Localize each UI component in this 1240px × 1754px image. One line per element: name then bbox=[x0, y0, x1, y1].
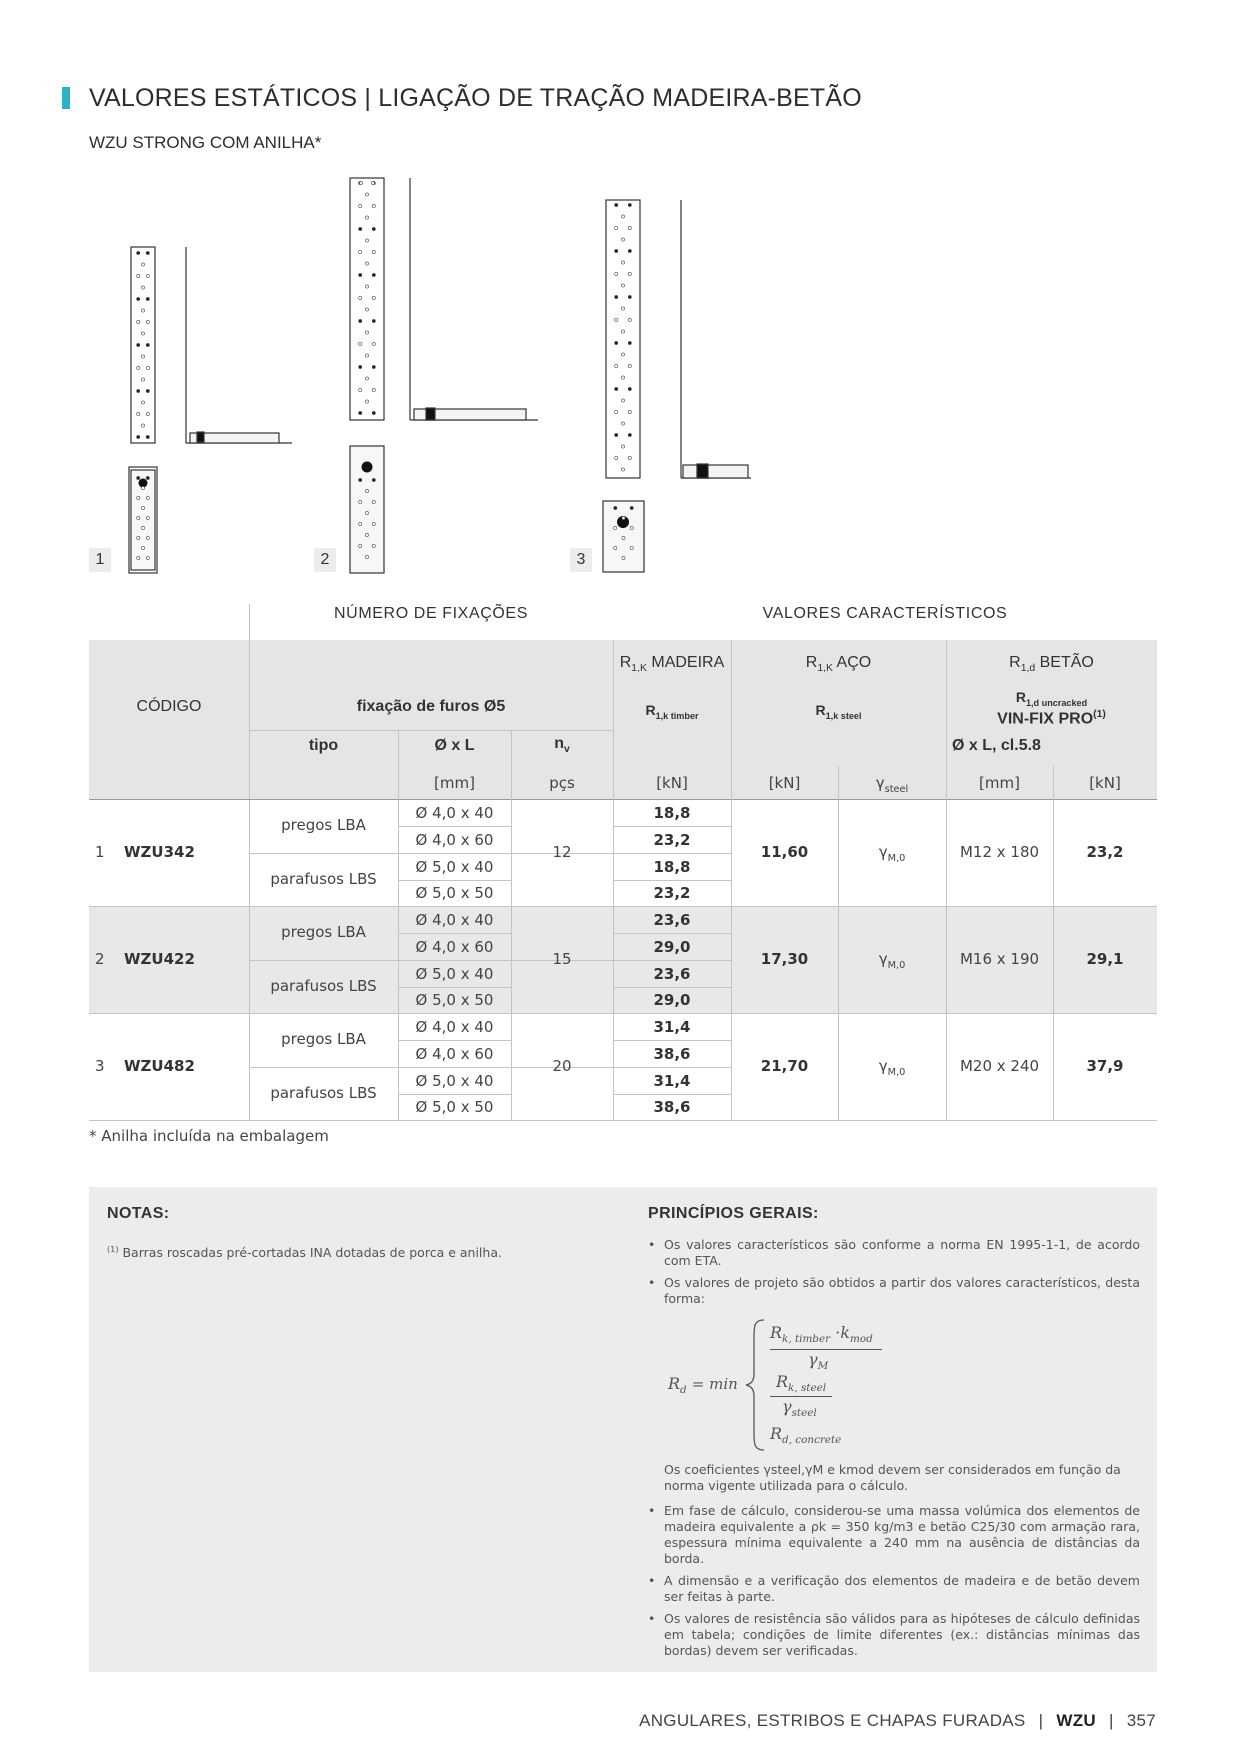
fastener-hole bbox=[365, 400, 368, 403]
row-dimension: Ø 5,0 x 50 bbox=[415, 884, 494, 903]
fastener-hole bbox=[628, 364, 631, 367]
header-type: tipo bbox=[308, 737, 339, 754]
row-dimension: Ø 4,0 x 40 bbox=[415, 1018, 494, 1036]
page-subtitle: WZU STRONG COM ANILHA* bbox=[89, 133, 322, 152]
fastener-hole bbox=[622, 536, 625, 539]
header-anchor-dim: Ø x L, cl.5.8 bbox=[952, 737, 1041, 754]
row-dimension: Ø 5,0 x 40 bbox=[415, 964, 494, 983]
fastener-hole bbox=[141, 263, 144, 266]
row-dimension: Ø 4,0 x 60 bbox=[415, 1044, 494, 1063]
fastener-hole bbox=[615, 318, 618, 321]
fastener-hole bbox=[359, 500, 362, 503]
fastener-hole bbox=[146, 297, 149, 300]
row-r-timber: 23,6 bbox=[653, 964, 691, 983]
fastener-hole bbox=[628, 272, 631, 275]
fastener-hole bbox=[615, 249, 618, 252]
row-nv: 15 bbox=[552, 949, 572, 968]
fastener-hole bbox=[621, 445, 624, 448]
fastener-hole bbox=[615, 295, 618, 298]
fastener-hole bbox=[137, 412, 140, 415]
row-r-timber: 23,2 bbox=[653, 884, 691, 903]
fastener-hole bbox=[146, 516, 149, 519]
product-drawings bbox=[0, 0, 1240, 580]
row-number: 2 bbox=[95, 949, 105, 968]
row-r-timber: 31,4 bbox=[653, 1071, 691, 1090]
fastener-hole bbox=[365, 193, 368, 196]
principles-list bbox=[648, 1237, 1140, 1313]
fastener-hole bbox=[622, 516, 625, 519]
row-number: 3 bbox=[95, 1056, 105, 1075]
fastener-hole bbox=[137, 516, 140, 519]
fastener-hole bbox=[628, 318, 631, 321]
fastener-hole bbox=[365, 262, 368, 265]
principles-list-continued bbox=[648, 1503, 1140, 1665]
notes-title: NOTAS: bbox=[107, 1205, 170, 1222]
principle-4: • A dimensão e a verificação dos elementos de madeira e de betão devem ser feitas à parte. bbox=[648, 1573, 1140, 1605]
header-dim: Ø x L bbox=[434, 737, 475, 754]
row-dimension: Ø 5,0 x 50 bbox=[415, 1098, 494, 1117]
fastener-hole bbox=[141, 546, 144, 549]
fastener-hole bbox=[630, 546, 633, 549]
fastener-hole bbox=[141, 526, 144, 529]
fastener-hole bbox=[621, 468, 624, 471]
fastener-hole bbox=[146, 343, 149, 346]
fastener-hole bbox=[628, 410, 631, 413]
row-dimension: Ø 4,0 x 40 bbox=[415, 804, 494, 822]
unit-pcs: pçs bbox=[549, 774, 575, 792]
fastener-hole bbox=[615, 410, 618, 413]
fastener-hole bbox=[628, 226, 631, 229]
unit-kn-timber: [kN] bbox=[656, 774, 688, 792]
fastener-holes bbox=[137, 181, 634, 559]
figure-label-3: 3 bbox=[570, 548, 592, 572]
fastener-hole bbox=[137, 251, 140, 254]
fastener-hole bbox=[621, 376, 624, 379]
row-r-concrete: 29,1 bbox=[1086, 949, 1124, 968]
fastener-hole bbox=[359, 478, 362, 481]
header-vinfix: VIN-FIX PRO$^{(1)}$ bbox=[997, 709, 1106, 728]
fastener-hole bbox=[365, 489, 368, 492]
fastener-hole bbox=[628, 341, 631, 344]
fastener-hole bbox=[137, 297, 140, 300]
row-dimension: Ø 5,0 x 50 bbox=[415, 991, 494, 1010]
fastener-hole bbox=[146, 251, 149, 254]
fastener-hole bbox=[621, 261, 624, 264]
fastener-hole bbox=[141, 506, 144, 509]
figure-1-drawing bbox=[129, 247, 292, 573]
fastener-hole bbox=[141, 286, 144, 289]
formula-lhs: $R_d = \min$ bbox=[668, 1374, 738, 1397]
row-r-steel: 11,60 bbox=[760, 842, 809, 861]
footer-section: ANGULARES, ESTRIBOS E CHAPAS FURADAS bbox=[639, 1711, 1026, 1730]
fastener-hole bbox=[614, 506, 617, 509]
fastener-hole bbox=[359, 319, 362, 322]
fastener-hole bbox=[146, 320, 149, 323]
fastener-hole bbox=[621, 215, 624, 218]
fastener-hole bbox=[615, 272, 618, 275]
fastener-hole bbox=[141, 486, 144, 489]
row-r-timber: 31,4 bbox=[653, 1018, 691, 1036]
fastener-hole bbox=[628, 433, 631, 436]
fastener-hole bbox=[365, 511, 368, 514]
fastener-hole bbox=[615, 364, 618, 367]
row-r-timber: 38,6 bbox=[653, 1098, 691, 1117]
fastener-hole bbox=[372, 227, 375, 230]
unit-mm-anchor: [mm] bbox=[979, 774, 1020, 792]
row-nv: 12 bbox=[552, 842, 572, 861]
fastener-hole bbox=[372, 296, 375, 299]
fastener-hole bbox=[614, 546, 617, 549]
fastener-hole bbox=[359, 544, 362, 547]
fastener-hole bbox=[615, 203, 618, 206]
fastener-hole bbox=[621, 353, 624, 356]
fastener-hole bbox=[372, 273, 375, 276]
fastener-hole bbox=[621, 422, 624, 425]
footnote-washer-included: * Anilha incluída na embalagem bbox=[89, 1127, 329, 1145]
header-code: CÓDIGO bbox=[136, 698, 202, 715]
formula-term-1-den: $\gamma_M$ bbox=[808, 1350, 829, 1373]
row-type-screws: parafusos LBS bbox=[270, 870, 377, 888]
figure-2-drawing bbox=[350, 178, 538, 573]
fastener-hole bbox=[628, 456, 631, 459]
figure-label-2: 2 bbox=[314, 548, 336, 572]
fastener-hole bbox=[137, 274, 140, 277]
fastener-hole bbox=[621, 238, 624, 241]
fastener-hole bbox=[372, 478, 375, 481]
fastener-hole bbox=[365, 555, 368, 558]
header-r-concrete-symbol: $R_{1,d uncracked}$ bbox=[1015, 689, 1088, 708]
fastener-hole bbox=[359, 522, 362, 525]
fastener-hole bbox=[137, 435, 140, 438]
fastener-hole bbox=[146, 274, 149, 277]
row-dimension: Ø 4,0 x 60 bbox=[415, 830, 494, 849]
fastener-hole bbox=[359, 227, 362, 230]
fastener-hole bbox=[146, 556, 149, 559]
fastener-hole bbox=[615, 387, 618, 390]
formula-brace bbox=[744, 1318, 768, 1452]
unit-kn-steel: [kN] bbox=[768, 774, 801, 792]
fastener-hole bbox=[371, 181, 374, 184]
fastener-hole bbox=[615, 341, 618, 344]
fastener-hole bbox=[615, 226, 618, 229]
principle-1: • Os valores característicos são conforme a norma EN 1995-1-1, de acordo com ETA. bbox=[648, 1237, 1140, 1269]
fastener-hole bbox=[372, 411, 375, 414]
row-r-concrete: 37,9 bbox=[1086, 1056, 1124, 1075]
formula-term-1-num: $R_{k, timber} \cdot k_{mod}$ bbox=[770, 1323, 873, 1346]
fastener-hole bbox=[137, 476, 140, 479]
row-r-steel: 21,70 bbox=[760, 1056, 809, 1075]
formula-term-2-den: $\gamma_{steel}$ bbox=[782, 1397, 817, 1420]
fastener-hole bbox=[622, 556, 625, 559]
row-type-nails: pregos LBA bbox=[281, 1030, 366, 1048]
fastener-hole bbox=[630, 526, 633, 529]
row-anchor: M16 x 190 bbox=[959, 949, 1040, 968]
unit-gamma-steel: $\gamma_{steel}$ bbox=[875, 774, 909, 795]
row-anchor: M20 x 240 bbox=[959, 1056, 1040, 1075]
fastener-hole bbox=[359, 204, 362, 207]
header-r-steel-symbol: $R_{1,k steel}$ bbox=[815, 702, 862, 721]
fastener-hole bbox=[137, 556, 140, 559]
fastener-hole bbox=[621, 284, 624, 287]
principle-3: • Em fase de cálculo, considerou-se uma massa volúmica dos elementos de madeira equivalente a ρk = 350 kg/m3 e betão C25/30 com armação rara, espessura mínima equivalente a 240 mm na ausência de distâncias da borda. bbox=[648, 1503, 1140, 1567]
header-r-timber: $R_{1,K}$ MADEIRA bbox=[619, 654, 725, 675]
header-r-steel: $R_{1,K}$ AÇO bbox=[805, 654, 872, 675]
fastener-hole bbox=[146, 536, 149, 539]
row-r-timber: 23,2 bbox=[653, 830, 691, 849]
row-r-timber: 23,6 bbox=[653, 911, 691, 929]
fastener-hole bbox=[141, 355, 144, 358]
row-number: 1 bbox=[95, 842, 105, 861]
footer-separator: | bbox=[1038, 1711, 1044, 1730]
header-r-concrete: $R_{1,d}$ BETÃO bbox=[1009, 654, 1094, 675]
fastener-hole bbox=[141, 309, 144, 312]
fastener-hole bbox=[146, 476, 149, 479]
fastener-hole bbox=[628, 295, 631, 298]
row-gamma: $\gamma_{M,0}$ bbox=[878, 949, 906, 971]
fastener-hole bbox=[359, 388, 362, 391]
figure-3-drawing bbox=[603, 200, 751, 572]
fastener-hole bbox=[359, 181, 362, 184]
row-anchor: M12 x 180 bbox=[959, 842, 1040, 861]
fastener-hole bbox=[372, 365, 375, 368]
fastener-hole bbox=[372, 388, 375, 391]
fastener-hole bbox=[365, 331, 368, 334]
page-title: VALORES ESTÁTICOS | LIGAÇÃO DE TRAÇÃO MADEIRA-BETÃO bbox=[89, 84, 862, 112]
row-type-screws: parafusos LBS bbox=[270, 977, 377, 995]
row-code: WZU482 bbox=[124, 1056, 195, 1075]
fastener-hole bbox=[365, 308, 368, 311]
row-dimension: Ø 5,0 x 40 bbox=[415, 857, 494, 876]
row-type-nails: pregos LBA bbox=[281, 923, 366, 941]
fastener-hole bbox=[365, 533, 368, 536]
fastener-hole bbox=[137, 389, 140, 392]
unit-mm: [mm] bbox=[434, 774, 475, 792]
formula-term-2-num: $R_{k, steel}$ bbox=[776, 1372, 827, 1395]
footer-product: WZU bbox=[1056, 1711, 1096, 1730]
principle-2: • Os valores de projeto são obtidos a partir dos valores característicos, desta forma: bbox=[648, 1275, 1140, 1307]
row-gamma: $\gamma_{M,0}$ bbox=[878, 1056, 906, 1078]
fastener-hole bbox=[137, 536, 140, 539]
fastener-hole bbox=[141, 332, 144, 335]
fastener-hole bbox=[621, 330, 624, 333]
row-nv: 20 bbox=[552, 1056, 572, 1075]
unit-kn-concrete: [kN] bbox=[1089, 774, 1121, 792]
page-number: 357 bbox=[1126, 1711, 1156, 1730]
fastener-hole bbox=[359, 296, 362, 299]
principles-title: PRINCÍPIOS GERAIS: bbox=[648, 1205, 819, 1222]
fastener-hole bbox=[630, 506, 633, 509]
row-dimension: Ø 4,0 x 40 bbox=[415, 911, 494, 929]
fastener-hole bbox=[146, 412, 149, 415]
row-type-nails: pregos LBA bbox=[281, 816, 366, 834]
fastener-hole bbox=[141, 378, 144, 381]
row-dimension: Ø 4,0 x 60 bbox=[415, 937, 494, 956]
fastener-hole bbox=[621, 307, 624, 310]
fastener-hole bbox=[137, 496, 140, 499]
page-footer bbox=[639, 1711, 1156, 1731]
row-code: WZU422 bbox=[124, 949, 195, 968]
group-header-values: VALORES CARACTERÍSTICOS bbox=[762, 605, 1008, 622]
fastener-hole bbox=[372, 544, 375, 547]
row-r-timber: 18,8 bbox=[653, 804, 691, 822]
row-r-timber: 29,0 bbox=[653, 991, 691, 1010]
formula-term-3: $R_{d, concrete}$ bbox=[770, 1424, 842, 1447]
fastener-hole bbox=[614, 526, 617, 529]
fastener-hole bbox=[137, 343, 140, 346]
fastener-hole bbox=[146, 389, 149, 392]
fastener-hole bbox=[365, 354, 368, 357]
row-r-timber: 38,6 bbox=[653, 1044, 691, 1063]
row-gamma: $\gamma_{M,0}$ bbox=[878, 842, 906, 864]
principle-5: • Os valores de resistência são válidos para as hipóteses de cálculo definidas em tabela; condições de limite diferentes (ex.: distâncias mínimas das bordas) devem ser verificadas. bbox=[648, 1611, 1140, 1659]
fastener-hole bbox=[621, 399, 624, 402]
fastener-hole bbox=[137, 320, 140, 323]
fastener-hole bbox=[628, 249, 631, 252]
fastener-hole bbox=[146, 366, 149, 369]
header-r-timber-symbol: $R_{1,k timber}$ bbox=[645, 702, 699, 721]
fastener-hole bbox=[359, 273, 362, 276]
fastener-hole bbox=[372, 500, 375, 503]
footer-separator: | bbox=[1108, 1711, 1114, 1730]
fastener-hole bbox=[628, 203, 631, 206]
figure-label-1: 1 bbox=[89, 548, 111, 572]
fastener-hole bbox=[359, 250, 362, 253]
fastener-hole bbox=[365, 285, 368, 288]
fastener-hole bbox=[359, 342, 362, 345]
fastener-hole bbox=[365, 216, 368, 219]
fastener-hole bbox=[141, 424, 144, 427]
fastener-hole bbox=[372, 342, 375, 345]
row-type-screws: parafusos LBS bbox=[270, 1084, 377, 1102]
note-1: $^{(1)}$ Barras roscadas pré-cortadas INA dotadas de porca e anilha. bbox=[107, 1244, 502, 1261]
fastener-hole bbox=[615, 433, 618, 436]
fastener-hole bbox=[365, 239, 368, 242]
fastener-hole bbox=[141, 401, 144, 404]
fastener-hole bbox=[615, 456, 618, 459]
row-r-steel: 17,30 bbox=[760, 949, 809, 968]
coefficients-text: Os coeficientes γsteel,γM e kmod devem ser considerados em função da norma vigente utilizada para o cálculo. bbox=[664, 1462, 1121, 1493]
fastener-hole bbox=[372, 522, 375, 525]
row-r-timber: 18,8 bbox=[653, 857, 691, 876]
fastener-hole bbox=[365, 377, 368, 380]
row-r-timber: 29,0 bbox=[653, 937, 691, 956]
row-r-concrete: 23,2 bbox=[1086, 842, 1124, 861]
header-fixing-holes: fixação de furos Ø5 bbox=[356, 698, 506, 715]
fastener-hole bbox=[146, 496, 149, 499]
header-nv: $n_v$ bbox=[554, 735, 570, 756]
row-dimension: Ø 5,0 x 40 bbox=[415, 1071, 494, 1090]
fastener-hole bbox=[359, 411, 362, 414]
fastener-hole bbox=[372, 250, 375, 253]
group-header-fixings: NÚMERO DE FIXAÇÕES bbox=[334, 605, 528, 622]
row-code: WZU342 bbox=[124, 842, 195, 861]
fastener-hole bbox=[628, 387, 631, 390]
fastener-hole bbox=[146, 435, 149, 438]
fastener-hole bbox=[372, 204, 375, 207]
fastener-hole bbox=[137, 366, 140, 369]
fastener-hole bbox=[372, 319, 375, 322]
fastener-hole bbox=[359, 365, 362, 368]
